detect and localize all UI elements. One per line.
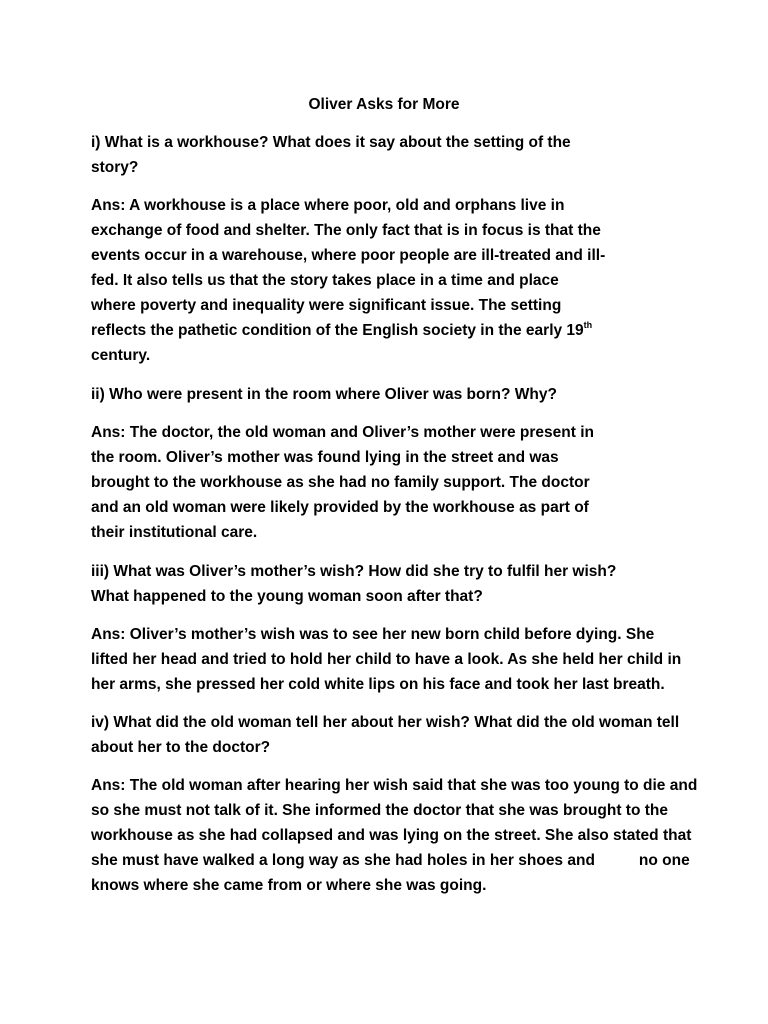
question-3-line: iii) What was Oliver’s mother’s wish? How did she try to fulfil her wish? bbox=[91, 563, 617, 580]
answer-1-line: exchange of food and shelter. The only fact that is in focus is that the bbox=[91, 222, 601, 239]
question-1 bbox=[91, 130, 571, 180]
answer-1-line: century. bbox=[91, 347, 151, 364]
answer-1-line-text: reflects the pathetic condition of the English society in the early 19 bbox=[91, 322, 584, 339]
answer-4-line: knows where she came from or where she was going. bbox=[91, 877, 487, 894]
question-2-line: ii) Who were present in the room where Oliver was born? Why? bbox=[91, 386, 557, 403]
answer-1-line: fed. It also tells us that the story takes place in a time and place bbox=[91, 272, 559, 289]
question-4 bbox=[91, 710, 679, 760]
question-4-line: iv) What did the old woman tell her about her wish? What did the old woman tell bbox=[91, 714, 680, 731]
answer-2 bbox=[91, 420, 594, 545]
answer-3-line: Ans: Oliver’s mother’s wish was to see her new born child before dying. She bbox=[91, 626, 655, 643]
answer-3-line: her arms, she pressed her cold white lips on his face and took her last breath. bbox=[91, 676, 665, 693]
answer-4-line: so she must not talk of it. She informed the doctor that she was brought to the bbox=[91, 802, 668, 819]
answer-4-line-text: no one bbox=[638, 852, 690, 869]
answer-4 bbox=[91, 773, 697, 898]
answer-1 bbox=[91, 193, 605, 368]
answer-4-line bbox=[91, 848, 697, 873]
answer-2-line: Ans: The doctor, the old woman and Oliver’s mother were present in bbox=[91, 424, 594, 441]
superscript-th: th bbox=[583, 320, 593, 330]
answer-1-line: where poverty and inequality were significant issue. The setting bbox=[91, 297, 562, 314]
answer-1-line bbox=[91, 318, 605, 343]
question-1-line: story? bbox=[91, 159, 139, 176]
answer-2-line: their institutional care. bbox=[91, 524, 258, 541]
answer-2-line: the room. Oliver’s mother was found lying in the street and was bbox=[91, 449, 559, 466]
question-2 bbox=[91, 382, 557, 407]
answer-2-line: and an old woman were likely provided by the workhouse as part of bbox=[91, 499, 589, 516]
question-1-line: i) What is a workhouse? What does it say about the setting of the bbox=[91, 134, 571, 151]
answer-1-line: events occur in a warehouse, where poor people are ill-treated and ill- bbox=[91, 247, 606, 264]
answer-4-line: Ans: The old woman after hearing her wish said that she was too young to die and bbox=[91, 777, 698, 794]
document-title: Oliver Asks for More bbox=[308, 96, 460, 113]
answer-4-line: workhouse as she had collapsed and was lying on the street. She also stated that bbox=[91, 827, 692, 844]
question-3 bbox=[91, 559, 616, 609]
answer-4-line-text: she must have walked a long way as she had holes in her shoes and bbox=[91, 852, 595, 869]
answer-1-line: Ans: A workhouse is a place where poor, old and orphans live in bbox=[91, 197, 565, 214]
question-4-line: about her to the doctor? bbox=[91, 739, 271, 756]
question-3-line: What happened to the young woman soon after that? bbox=[91, 588, 483, 605]
answer-3-line: lifted her head and tried to hold her child to have a look. As she held her child in bbox=[91, 651, 682, 668]
answer-3 bbox=[91, 622, 681, 697]
answer-2-line: brought to the workhouse as she had no family support. The doctor bbox=[91, 474, 590, 491]
